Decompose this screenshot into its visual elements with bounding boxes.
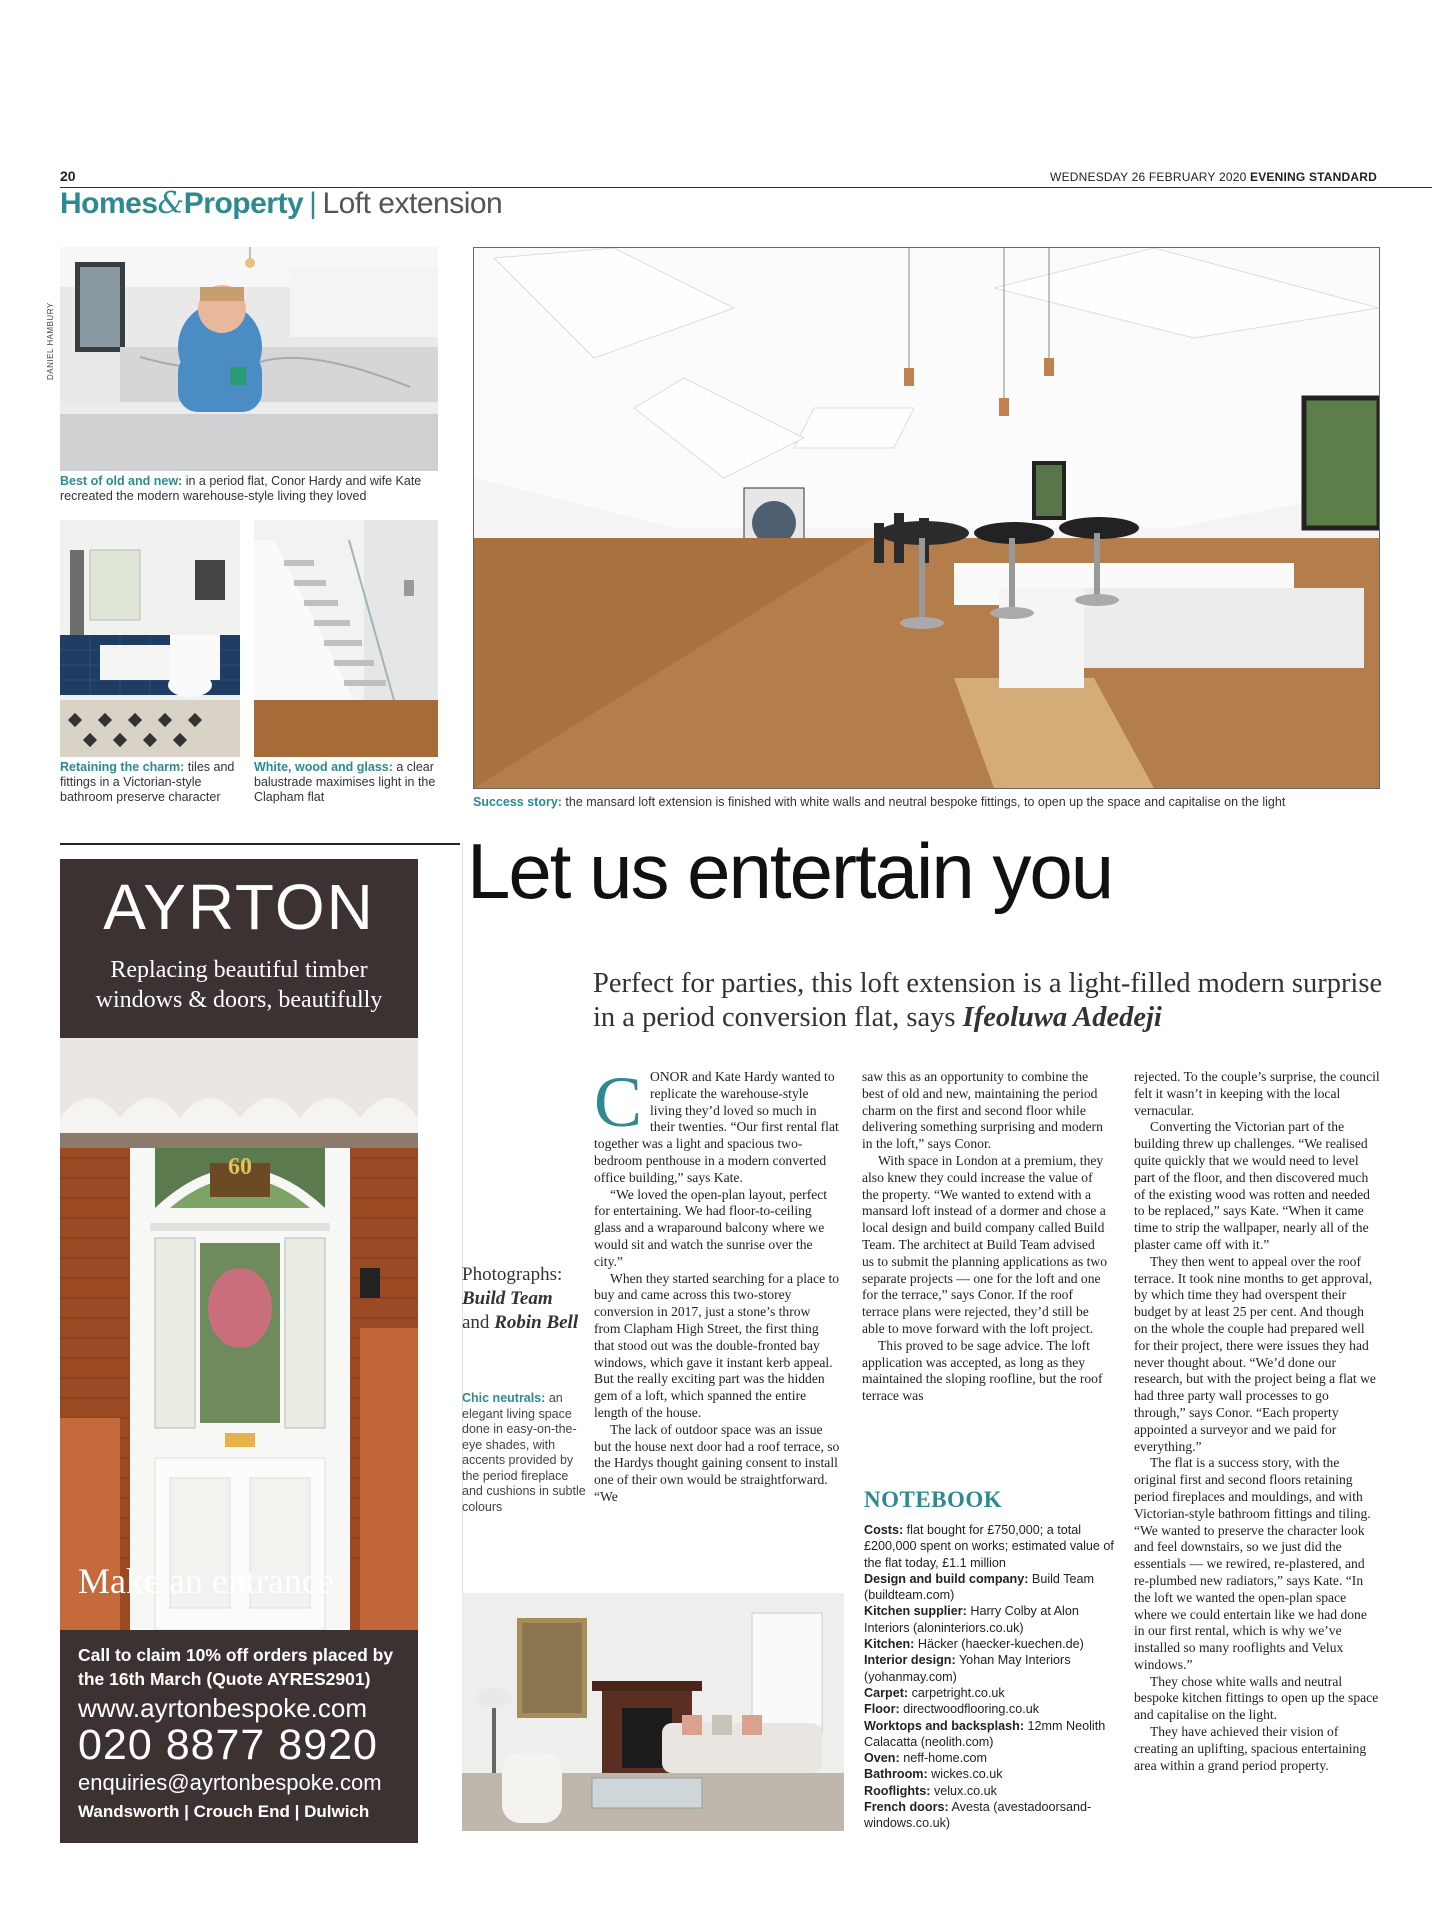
notebook-label: Bathroom: [864,1767,928,1782]
section-subtitle: Loft extension [322,187,503,220]
photo-loft-main [473,247,1380,789]
notebook-value: velux.co.uk [930,1783,997,1798]
drop-cap: C [594,1062,643,1142]
notebook-label: Design and build company: [864,1571,1029,1586]
notebook-label: French doors: [864,1800,949,1815]
notebook-label: Kitchen supplier: [864,1604,967,1619]
notebook-value: neff-home.com [899,1751,987,1766]
paragraph: The lack of outdoor space was an issue but the house next door had a roof terrace, so the Hardys thought gaining consent to install one of their own would be straightforward. “We [594,1421,840,1504]
notebook-value: Build Team (buildteam.com) [864,1571,1095,1603]
article-column-3 [1134,1069,1380,1774]
caption-kitchen [60,474,440,504]
notebook-item [864,1799,1119,1832]
notebook-label: Carpet: [864,1685,909,1700]
paragraph: “We loved the open-plan layout, perfect for entertaining. We had floor-to-ceiling glass and a wraparound balcony where we would sit and watch the sunrise over the city.” [594,1186,828,1269]
notebook-value: Harry Colby at Alon Interiors (aloninteriors.co.uk) [864,1604,1079,1635]
caption-lead: Retaining the charm: [60,760,185,774]
caption-lead: Chic neutrals: [462,1391,546,1405]
ad-tagline-line-2: windows & doors, beautifully [95,987,383,1013]
notebook-value: 12mm Neolith Calacatta (neolith.com) [864,1718,1106,1749]
paragraph: The flat is a success story, with the original first and second floors retaining period fireplaces and mouldings, and with Victorian-style bathroom fittings and tiling. “We wanted to preserve the character look and feel downstairs, so we just did the essentials — we rewired, re-plastered, and re-plumbed new radiators,” says Kate. “In the loft we wanted the open-plan space where we could entertain like we had done in our first rental, which is why we’ve installed so many rooflights and Velux windows.” [1134,1455,1371,1672]
notebook-label: Kitchen: [864,1637,915,1652]
section-separator: | [309,187,317,220]
notebook-label: Floor: [864,1702,900,1717]
ad-door-number: 60 [228,1154,252,1180]
caption-text: the mansard loft extension is finished with white walls and neutral bespoke fittings, to open up the space and capitalise on the light [561,795,1286,809]
ad-tagline-line-1: Replacing beautiful timber [110,957,368,983]
photo-kitchen-man [60,247,438,471]
paragraph: They chose white walls and neutral bespoke kitchen fittings to open up the space and capitalise on the light. [1134,1673,1379,1723]
notebook-value: Yohan May Interiors (yohanmay.com) [864,1653,1071,1684]
photographs-label: Photographs: [462,1264,563,1285]
section-homes: Homes [60,187,158,220]
photographer-1: Build Team [462,1288,553,1309]
ad-website-link[interactable]: www.ayrtonbespoke.com [78,1693,368,1723]
notebook-item [864,1750,1119,1766]
notebook-value: Avesta (avestadoorsand-windows.co.uk) [864,1800,1092,1831]
ad-brand: AYRTON [103,871,375,943]
caption-text: a clear balustrade maximises light in the Clapham flat [254,760,436,804]
notebook-item [864,1685,1119,1701]
page-number: 20 [60,168,76,184]
notebook-label: Worktops and backsplash: [864,1718,1025,1733]
paragraph: They have achieved their vision of creating an uplifting, spacious entertaining area within a grand period property. [1134,1724,1367,1773]
notebook-list [864,1522,1119,1832]
notebook-value: wickes.co.uk [927,1767,1003,1782]
notebook-item [864,1571,1119,1604]
caption-text: tiles and fittings in a Victorian-style bathroom preserve character [60,760,235,804]
notebook-value: flat bought for £750,000; a total £200,000 spent on works; estimated value of the flat today, £1.1 million [864,1523,1114,1570]
photographer-2: Robin Bell [494,1312,579,1333]
notebook-value: carpetright.co.uk [908,1685,1005,1700]
ad-phone[interactable]: 020 8877 8920 [78,1721,378,1769]
notebook-label: Oven: [864,1751,900,1766]
article-column-1 [594,1062,840,1506]
photo-living-room [462,1593,844,1831]
notebook-item [864,1766,1119,1782]
paragraph: They then went to appeal over the roof terrace. It took nine months to get approval, by which time they had overspent their budget by at least 25 per cent. And though on the whole the couple had prepared well for their project, there were issues they had never thought about. “We’d done our research, but with the project being a flat we had three party wall processes to go through,” says Conor. “Each property appointed a surveyor and we paid for everything.” [1134,1253,1376,1454]
caption-bathroom [60,760,244,805]
photo-credit: DANIEL HAMBURY [46,302,55,380]
caption-text: an elegant living space done in easy-on-the-eye shades, with accents provided by the period fireplace and cushions in subtle colours [462,1391,586,1514]
ad-email-link[interactable]: enquiries@ayrtonbespoke.com [78,1770,382,1795]
caption-lead: White, wood and glass: [254,760,393,774]
paragraph: saw this as an opportunity to combine the best of old and new, maintaining the period charm on the first and second floor while delivering something surprising and modern in the loft,” says Conor. [862,1069,1103,1152]
caption-text: in a period flat, Conor Hardy and wife Kate recreated the modern warehouse-style living they loved [60,474,422,503]
paragraph: With space in London at a premium, they also knew they could increase the value of the property. “We wanted to extend with a mansard loft instead of a dormer and chose a local design and build company called Build Team. The architect at Build Team advised us to submit the planning applications as two separate projects — one for the loft and one for the terrace,” says Conor. If the roof terrace plans were rejected, they’d still be able to move forward with the loft project. [862,1152,1108,1336]
caption-living [462,1391,590,1515]
notebook-item [864,1718,1119,1751]
paragraph: rejected. To the couple’s surprise, the council felt it wasn’t in keeping with the local vernacular. [1134,1069,1380,1118]
notebook-label: Interior design: [864,1653,956,1668]
ad-tagline [60,955,418,1015]
ad-top-rule [60,843,460,845]
notebook-label: Costs: [864,1523,904,1537]
photo-stairs [254,520,438,757]
caption-lead: Success story: [473,795,562,809]
notebook-item [864,1522,1119,1571]
section-title [60,186,502,221]
notebook-item [864,1603,1119,1636]
ad-headline: Make an entrance [78,1561,334,1601]
notebook-value: directwoodflooring.co.uk [899,1702,1039,1717]
publication-name: EVENING STANDARD [1250,170,1377,184]
article-column-2 [862,1069,1110,1405]
paragraph: Converting the Victorian part of the building threw up challenges. “We realised quite quickly that we would need to level part of the floor, and then discovered much of the existing wood was rotten and needed to be replaced,” says Kate. “When it came time to strip the wallpaper, nearly all of the plaster came off with it.” [1134,1119,1370,1252]
date-text: WEDNESDAY 26 FEBRUARY 2020 [1050,170,1247,184]
caption-stairs [254,760,440,805]
notebook-item [864,1652,1119,1685]
ad-door-image [60,1038,418,1630]
section-property: Property [183,187,304,220]
byline: Ifeoluwa Adedeji [962,1002,1162,1033]
headline: Let us entertain you [467,827,1113,915]
photo-bathroom [60,520,240,757]
notebook-item [864,1636,1119,1652]
photographs-and: and [462,1312,490,1333]
standfirst [593,967,1393,1035]
notebook-label: Rooflights: [864,1783,931,1798]
paragraph: When they started searching for a place to buy and came across this two-storey conversion in 2017, just a stone’s throw from Clapham High Street, the first thing that stood out was the double-fronted bay windows, which gave it instant kerb appeal. But the really exciting part was the hidden gem of a loft, which spanned the entire length of the house. [594,1270,840,1420]
caption-lead: Best of old and new: [60,474,183,488]
paragraph: This proved to be sage advice. The loft application was accepted, as long as they maintained the sloping roofline, but the roof terrace was [862,1337,1103,1404]
ad-offer: Call to claim 10% off orders placed by the 16th March (Quote AYRES2901) [78,1645,394,1689]
standfirst-text: Perfect for parties, this loft extension is a light-filled modern surprise in a period conversion flat, says [593,968,1383,1033]
paragraph: ONOR and Kate Hardy wanted to replicate the warehouse-style living they’d loved so much in their twenties. “Our first rental flat together was a light and spacious two-bedroom penthouse in a modern converted office building,” says Kate. [594,1069,839,1185]
dateline [1050,170,1377,184]
notebook-title: NOTEBOOK [864,1487,1003,1512]
photographs-credit [462,1263,602,1335]
notebook-item [864,1783,1119,1799]
notebook-value: Häcker (haecker-kuechen.de) [914,1637,1084,1652]
section-amp: & [157,186,184,221]
notebook-item [864,1701,1119,1717]
ad-locations: Wandsworth | Crouch End | Dulwich [78,1802,370,1821]
caption-main [473,795,1393,810]
